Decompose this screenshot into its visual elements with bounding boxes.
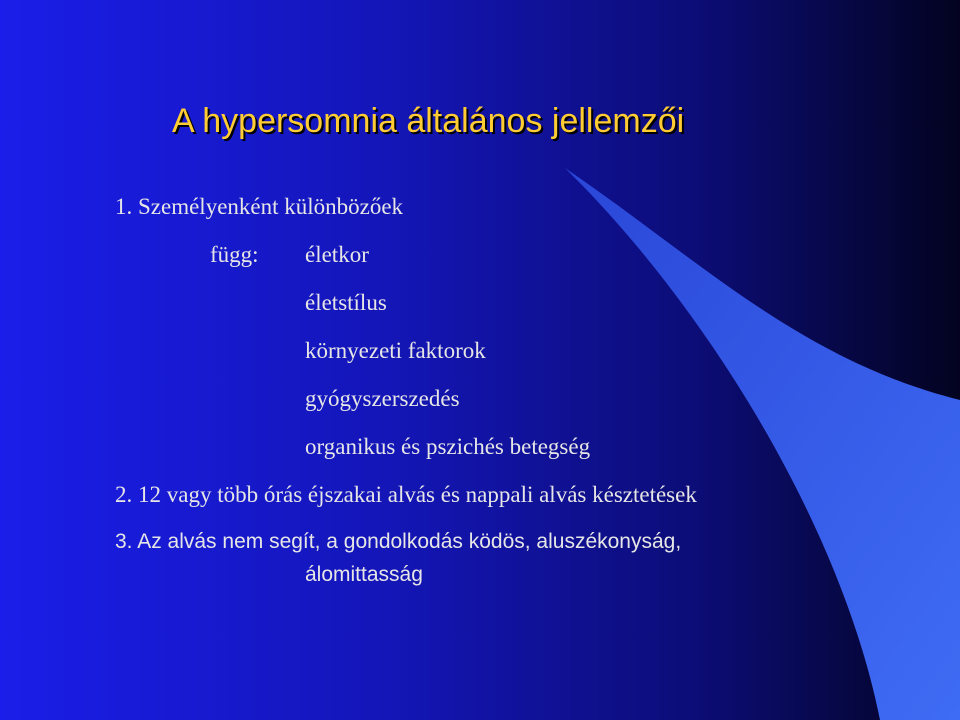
factor-item: életkor <box>305 242 369 267</box>
depends-label: függ: <box>210 242 259 267</box>
factor-item: gyógyszerszedés <box>305 386 460 411</box>
point-2: 2. 12 vagy több órás éjszakai alvás és nappali alvás késztetések <box>115 482 697 507</box>
point-3-line-2: álomittasság <box>305 563 423 586</box>
factor-item: organikus és pszichés betegség <box>305 434 591 459</box>
factor-item: életstílus <box>305 290 387 315</box>
point-3-line-1: 3. Az alvás nem segít, a gondolkodás ködös, aluszékonyság, <box>115 530 682 553</box>
slide-title: A hypersomnia általános jellemzői <box>172 102 685 140</box>
point-1: 1. Személyenként különbözőek <box>115 194 404 219</box>
factor-item: környezeti faktorok <box>305 338 486 363</box>
